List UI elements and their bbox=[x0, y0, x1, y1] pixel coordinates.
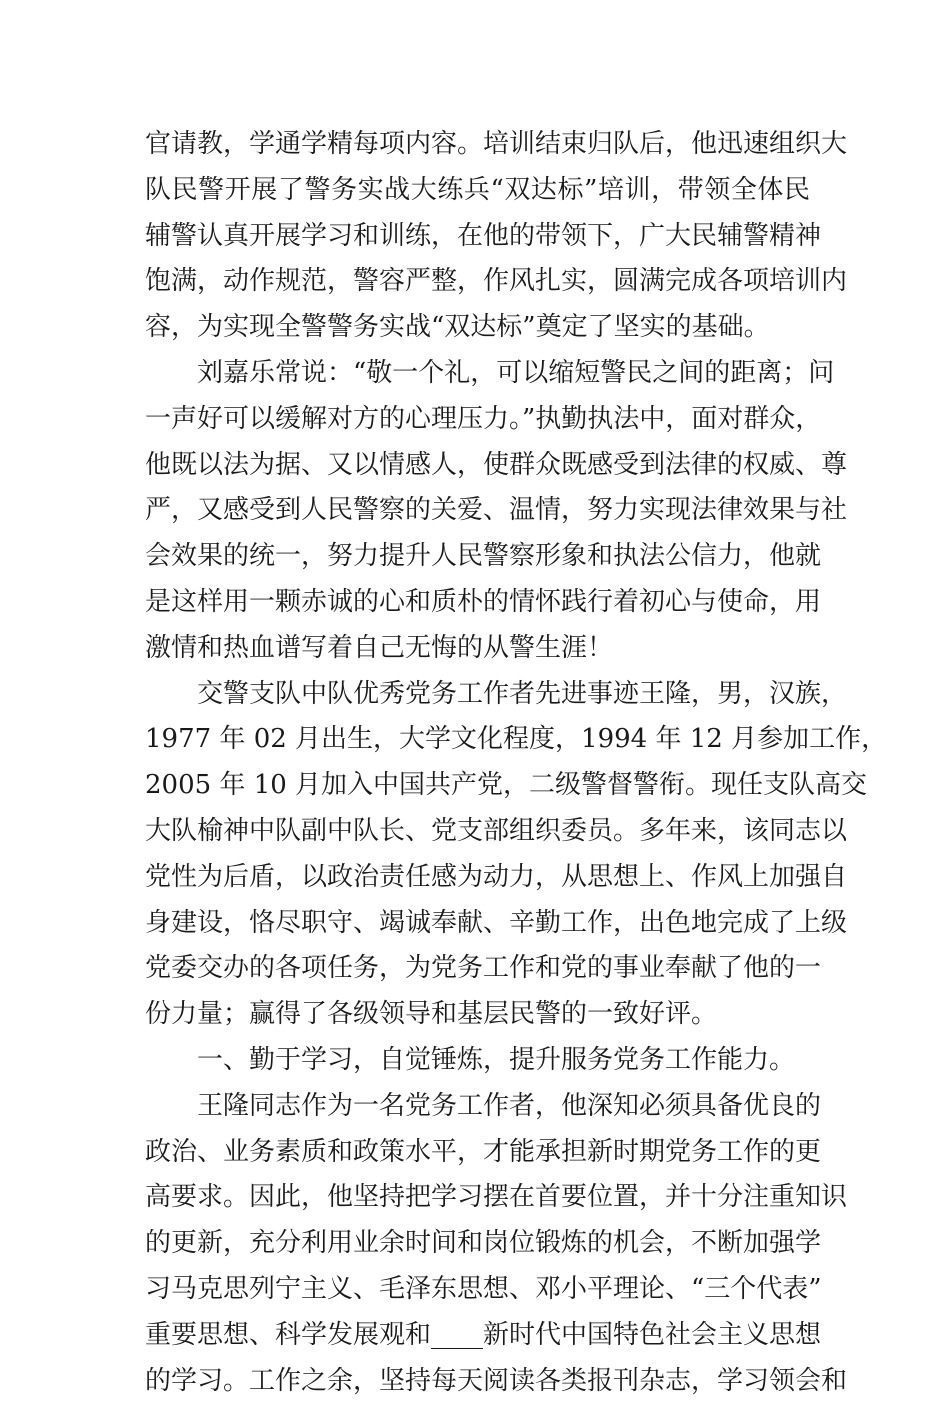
text-line: 容，为实现全警警务实战“双达标”奠定了坚实的基础。 bbox=[145, 312, 770, 343]
text-line: 党性为后盾，以政治责任感为动力，从思想上、作风上加强自 bbox=[145, 861, 848, 892]
text-line: 政治、业务素质和政策水平，才能承担新时期党务工作的更 bbox=[145, 1136, 822, 1167]
text-line: 高要求。因此，他坚持把学习摆在首要位置，并十分注重知识 bbox=[145, 1182, 848, 1213]
text-line: 激情和热血谱写着自己无悔的从警生涯！ bbox=[145, 632, 614, 663]
text-line: 王隆同志作为一名党务工作者，他深知必须具备优良的 bbox=[197, 1090, 822, 1121]
section-heading: 一、勤于学习，自觉锤炼，提升服务党务工作能力。 bbox=[197, 1044, 796, 1075]
text-line: 刘嘉乐常说：“敬一个礼，可以缩短警民之间的距离；问 bbox=[197, 357, 835, 388]
text-line: 官请教，学通学精每项内容。培训结束归队后，他迅速组织大 bbox=[145, 129, 848, 159]
text-line: 辅警认真开展学习和训练，在他的带领下，广大民辅警精神 bbox=[145, 220, 822, 251]
text-line: 他既以法为据、又以情感人，使群众既感受到法律的权威、尊 bbox=[145, 449, 848, 480]
text-line: 1977 年 02 月出生，大学文化程度，1994 年 12 月参加工作， bbox=[145, 724, 888, 755]
text-line: 交警支队中队优秀党务工作者先进事迹王隆，男，汉族， bbox=[197, 678, 848, 709]
text-line: 会效果的统一，努力提升人民警察形象和执法公信力，他就 bbox=[145, 541, 822, 572]
text-line: 身建设，恪尽职守、竭诚奉献、辛勤工作，出色地完成了上级 bbox=[145, 907, 848, 938]
text-line: 的更新，充分利用业余时间和岗位锻炼的机会，不断加强学 bbox=[145, 1228, 822, 1259]
text-line: 重要思想、科学发展观和____新时代中国特色社会主义思想 bbox=[145, 1319, 822, 1350]
body-text bbox=[145, 122, 888, 1404]
text-line: 的学习。工作之余，坚持每天阅读各类报刊杂志，学习领会和 bbox=[145, 1365, 848, 1396]
text-line: 大队榆神中队副中队长、党支部组织委员。多年来，该同志以 bbox=[145, 815, 848, 846]
text-line: 份力量；赢得了各级领导和基层民警的一致好评。 bbox=[145, 999, 718, 1030]
text-line: 习马克思列宁主义、毛泽东思想、邓小平理论、“三个代表” bbox=[145, 1273, 822, 1304]
text-line: 2005 年 10 月加入中国共产党，二级警督警衔。现任支队高交 bbox=[145, 770, 868, 801]
text-line: 一声好可以缓解对方的心理压力。”执勤执法中，面对群众， bbox=[145, 403, 822, 434]
text-line: 饱满，动作规范，警容严整，作风扎实，圆满完成各项培训内 bbox=[145, 266, 848, 297]
text-line: 队民警开展了警务实战大练兵“双达标”培训，带领全体民 bbox=[145, 174, 810, 205]
text-line: 严，又感受到人民警察的关爱、温情，努力实现法律效果与社 bbox=[145, 495, 848, 526]
text-line: 党委交办的各项任务，为党务工作和党的事业奉献了他的一 bbox=[145, 953, 822, 984]
text-line: 是这样用一颗赤诚的心和质朴的情怀践行着初心与使命，用 bbox=[145, 586, 822, 617]
